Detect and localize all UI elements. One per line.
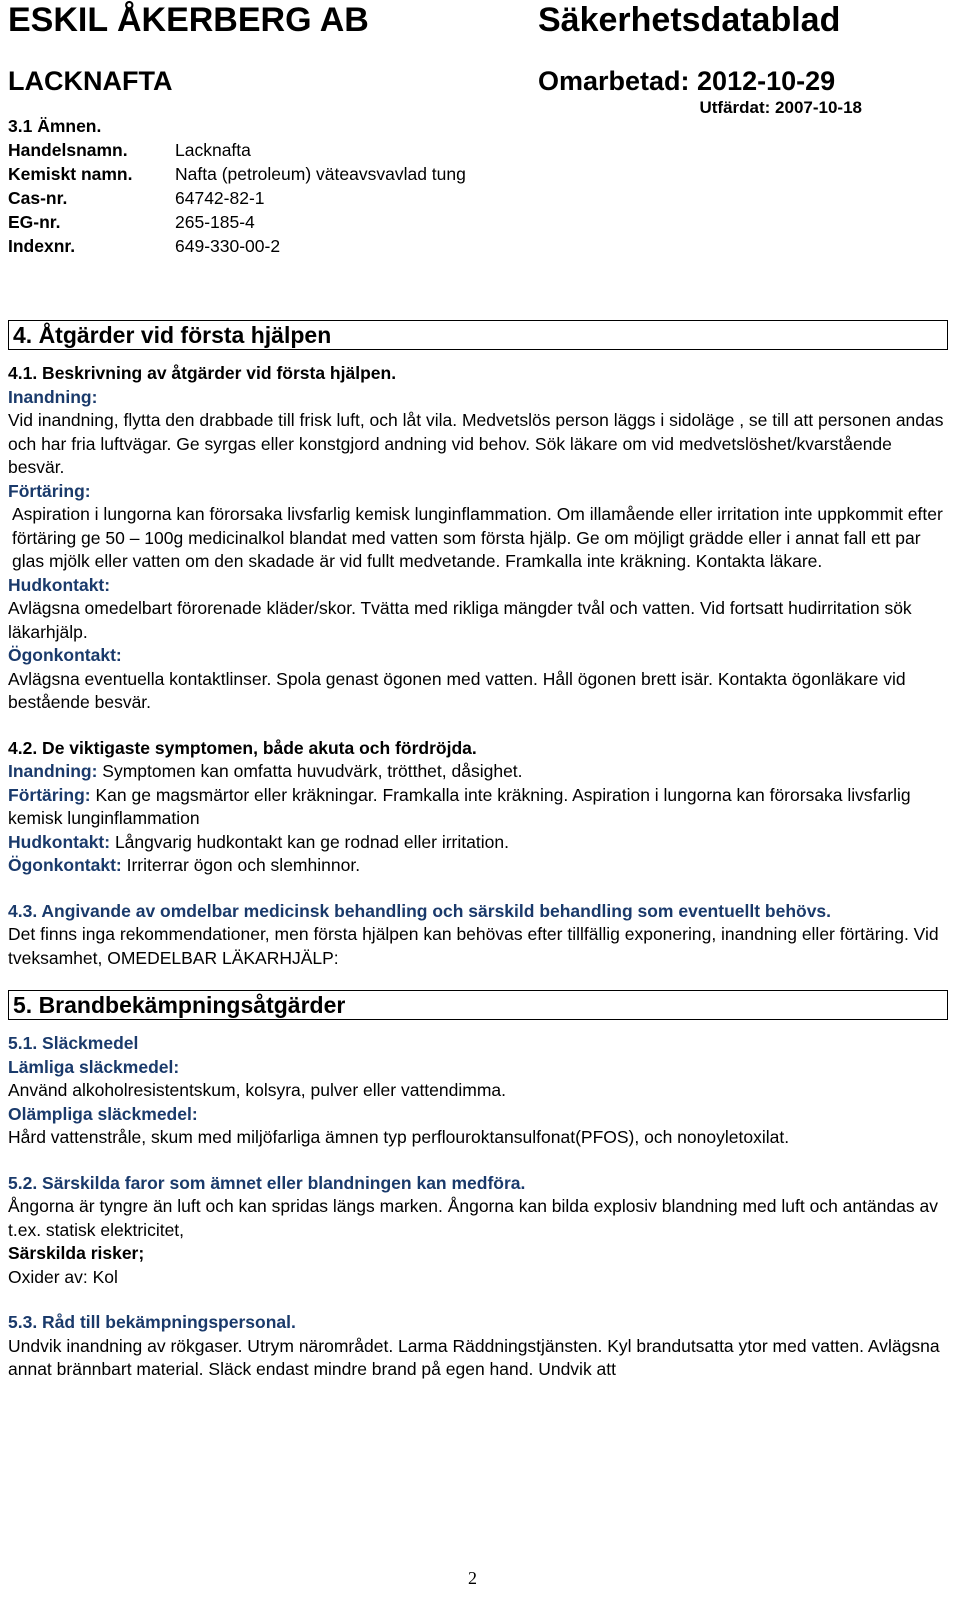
ident-row [8,210,948,234]
symptom-ingestion-text: Kan ge magsmärtor eller kräkningar. Framkalla inte kräkning. Aspiration i lungorna kan förorsaka livsfarlig kemisk lunginflammation [8,784,911,828]
ident-value: 64742-82-1 [175,188,265,208]
suitable-media-label: Lämliga släckmedel: [8,1056,180,1077]
section-4-heading: 4. Åtgärder vid första hjälpen [8,320,948,350]
subsection-5-2-text: Ångorna är tyngre än luft och kan spridas längs marken. Ångorna kan bilda explosiv blandning med luft och antändas av t.ex. statisk elektricitet, [8,1196,939,1240]
symptom-inhalation-text: Symptomen kan omfatta huvudvärk, trötthet, dåsighet. [97,761,523,781]
ident-label: Kemiskt namn. [8,164,133,184]
ident-row [8,138,948,162]
skin-contact-text: Avlägsna omedelbart förorenade kläder/skor. Tvätta med rikliga mängder tvål och vatten. Vid fortsatt hudirritation sök läkarhjälp. [8,598,912,642]
ident-value: 649-330-00-2 [175,236,281,256]
symptom-inhalation-label: Inandning: [8,761,98,781]
ident-value: 265-185-4 [175,212,255,232]
ident-row [8,186,948,210]
symptom-skin [8,831,948,855]
symptom-eye [8,854,948,878]
symptom-skin-text: Långvarig hudkontakt kan ge rodnad eller irritation. [110,831,509,852]
unsuitable-media-label: Olämpliga släckmedel: [8,1103,198,1124]
subsection-5-1-title: 5.1. Släckmedel [8,1033,139,1053]
document-type: Säkerhetsdatablad [538,1,841,39]
ident-title: 3.1 Ämnen. [8,116,102,136]
symptom-skin-label: Hudkontakt: [8,831,111,852]
special-risks-text: Oxider av: Kol [8,1266,118,1287]
ident-label: EG-nr. [8,212,61,232]
ident-label: Handelsnamn. [8,140,128,160]
page-number: 2 [468,1568,477,1588]
subsection-4-2-title: 4.2. De viktigaste symptomen, både akuta och fördröjda. [8,737,477,758]
subsection-4-1-title: 4.1. Beskrivning av åtgärder vid första hjälpen. [8,363,397,383]
ingestion-label: Förtäring: [8,480,91,501]
header-top [8,0,948,40]
ident-label: Indexnr. [8,236,76,256]
symptom-ingestion-label: Förtäring: [8,784,91,805]
revised-date: Omarbetad: 2012-10-29 [538,66,836,96]
ident-value: Lacknafta [175,140,251,160]
symptom-ingestion [8,784,948,831]
issued-date: Utfärdat: 2007-10-18 [699,98,862,117]
eye-contact-label: Ögonkontakt: [8,645,122,665]
ident-value: Nafta (petroleum) väteavsvavlad tung [175,164,466,184]
ident-row [8,234,948,258]
inhalation-text: Vid inandning, flytta den drabbade till frisk luft, och låt vila. Medvetslös person läggs i sidoläge , se till att personen andas och har fria luftvägar. Ge syrgas eller konstgjord andning vid behov. Sök läkare om vid medvetslöshet/kvarstående besvär. [8,410,944,477]
ingestion-text: Aspiration i lungorna kan förorsaka livsfarlig kemisk lunginflammation. Om illamående eller irritation inte uppkommit efter förtäring ge 50 – 100g medicinalkol blandat med vatten som första hjälp. Ge om möjligt grädde eller i annat fall ett par glas mjölk eller vatten om den skadade är vid fullt medvetande. Framkalla inte kräkning. Kontakta läkare. [12,504,943,571]
inhalation-label: Inandning: [8,386,98,407]
subsection-5-3-text: Undvik inandning av rökgaser. Utrym närområdet. Larma Räddningstjänsten. Kyl brandutsatta ytor med vatten. Avlägsna annat brännbart material. Släck endast mindre brand på egen hand. Undvik att [8,1335,940,1379]
substance-identification [8,114,948,258]
subsection-4-3-title: 4.3. Angivande av omdelbar medicinsk behandling och särskild behandling som eventuellt behövs. [8,900,832,921]
symptom-inhalation [8,760,948,784]
document-page [8,0,948,1382]
ident-row [8,162,948,186]
ident-label: Cas-nr. [8,188,68,208]
eye-contact-text: Avlägsna eventuella kontaktlinser. Spola genast ögonen med vatten. Håll ögonen brett isär. Kontakta ögonläkare vid bestående besvär. [8,668,906,712]
subsection-4-3-text: Det finns inga rekommendationer, men första hjälpen kan behövas efter tillfällig exponering, inandning eller förtäring. Vid tveksamhet, OMEDELBAR LÄKARHJÄLP: [8,924,939,968]
subsection-5-3-title: 5.3. Råd till bekämpningspersonal. [8,1312,296,1332]
symptom-eye-label: Ögonkontakt: [8,855,122,875]
symptom-eye-text: Irriterrar ögon och slemhinnor. [121,855,361,875]
suitable-media-text: Använd alkoholresistentskum, kolsyra, pulver eller vattendimma. [8,1080,506,1100]
subsection-5-2-title: 5.2. Särskilda faror som ämnet eller blandningen kan medföra. [8,1172,526,1193]
section-5-heading: 5. Brandbekämpningsåtgärder [8,990,948,1020]
skin-contact-label: Hudkontakt: [8,574,111,595]
unsuitable-media-text: Hård vattenstråle, skum med miljöfarliga ämnen typ perflouroktansulfonat(PFOS), och nonoyletoxilat. [8,1127,790,1147]
product-name: LACKNAFTA [8,66,173,96]
special-risks-label: Särskilda risker; [8,1243,145,1263]
company-name: ESKIL ÅKERBERG AB [8,1,369,39]
header-bottom [8,64,948,117]
